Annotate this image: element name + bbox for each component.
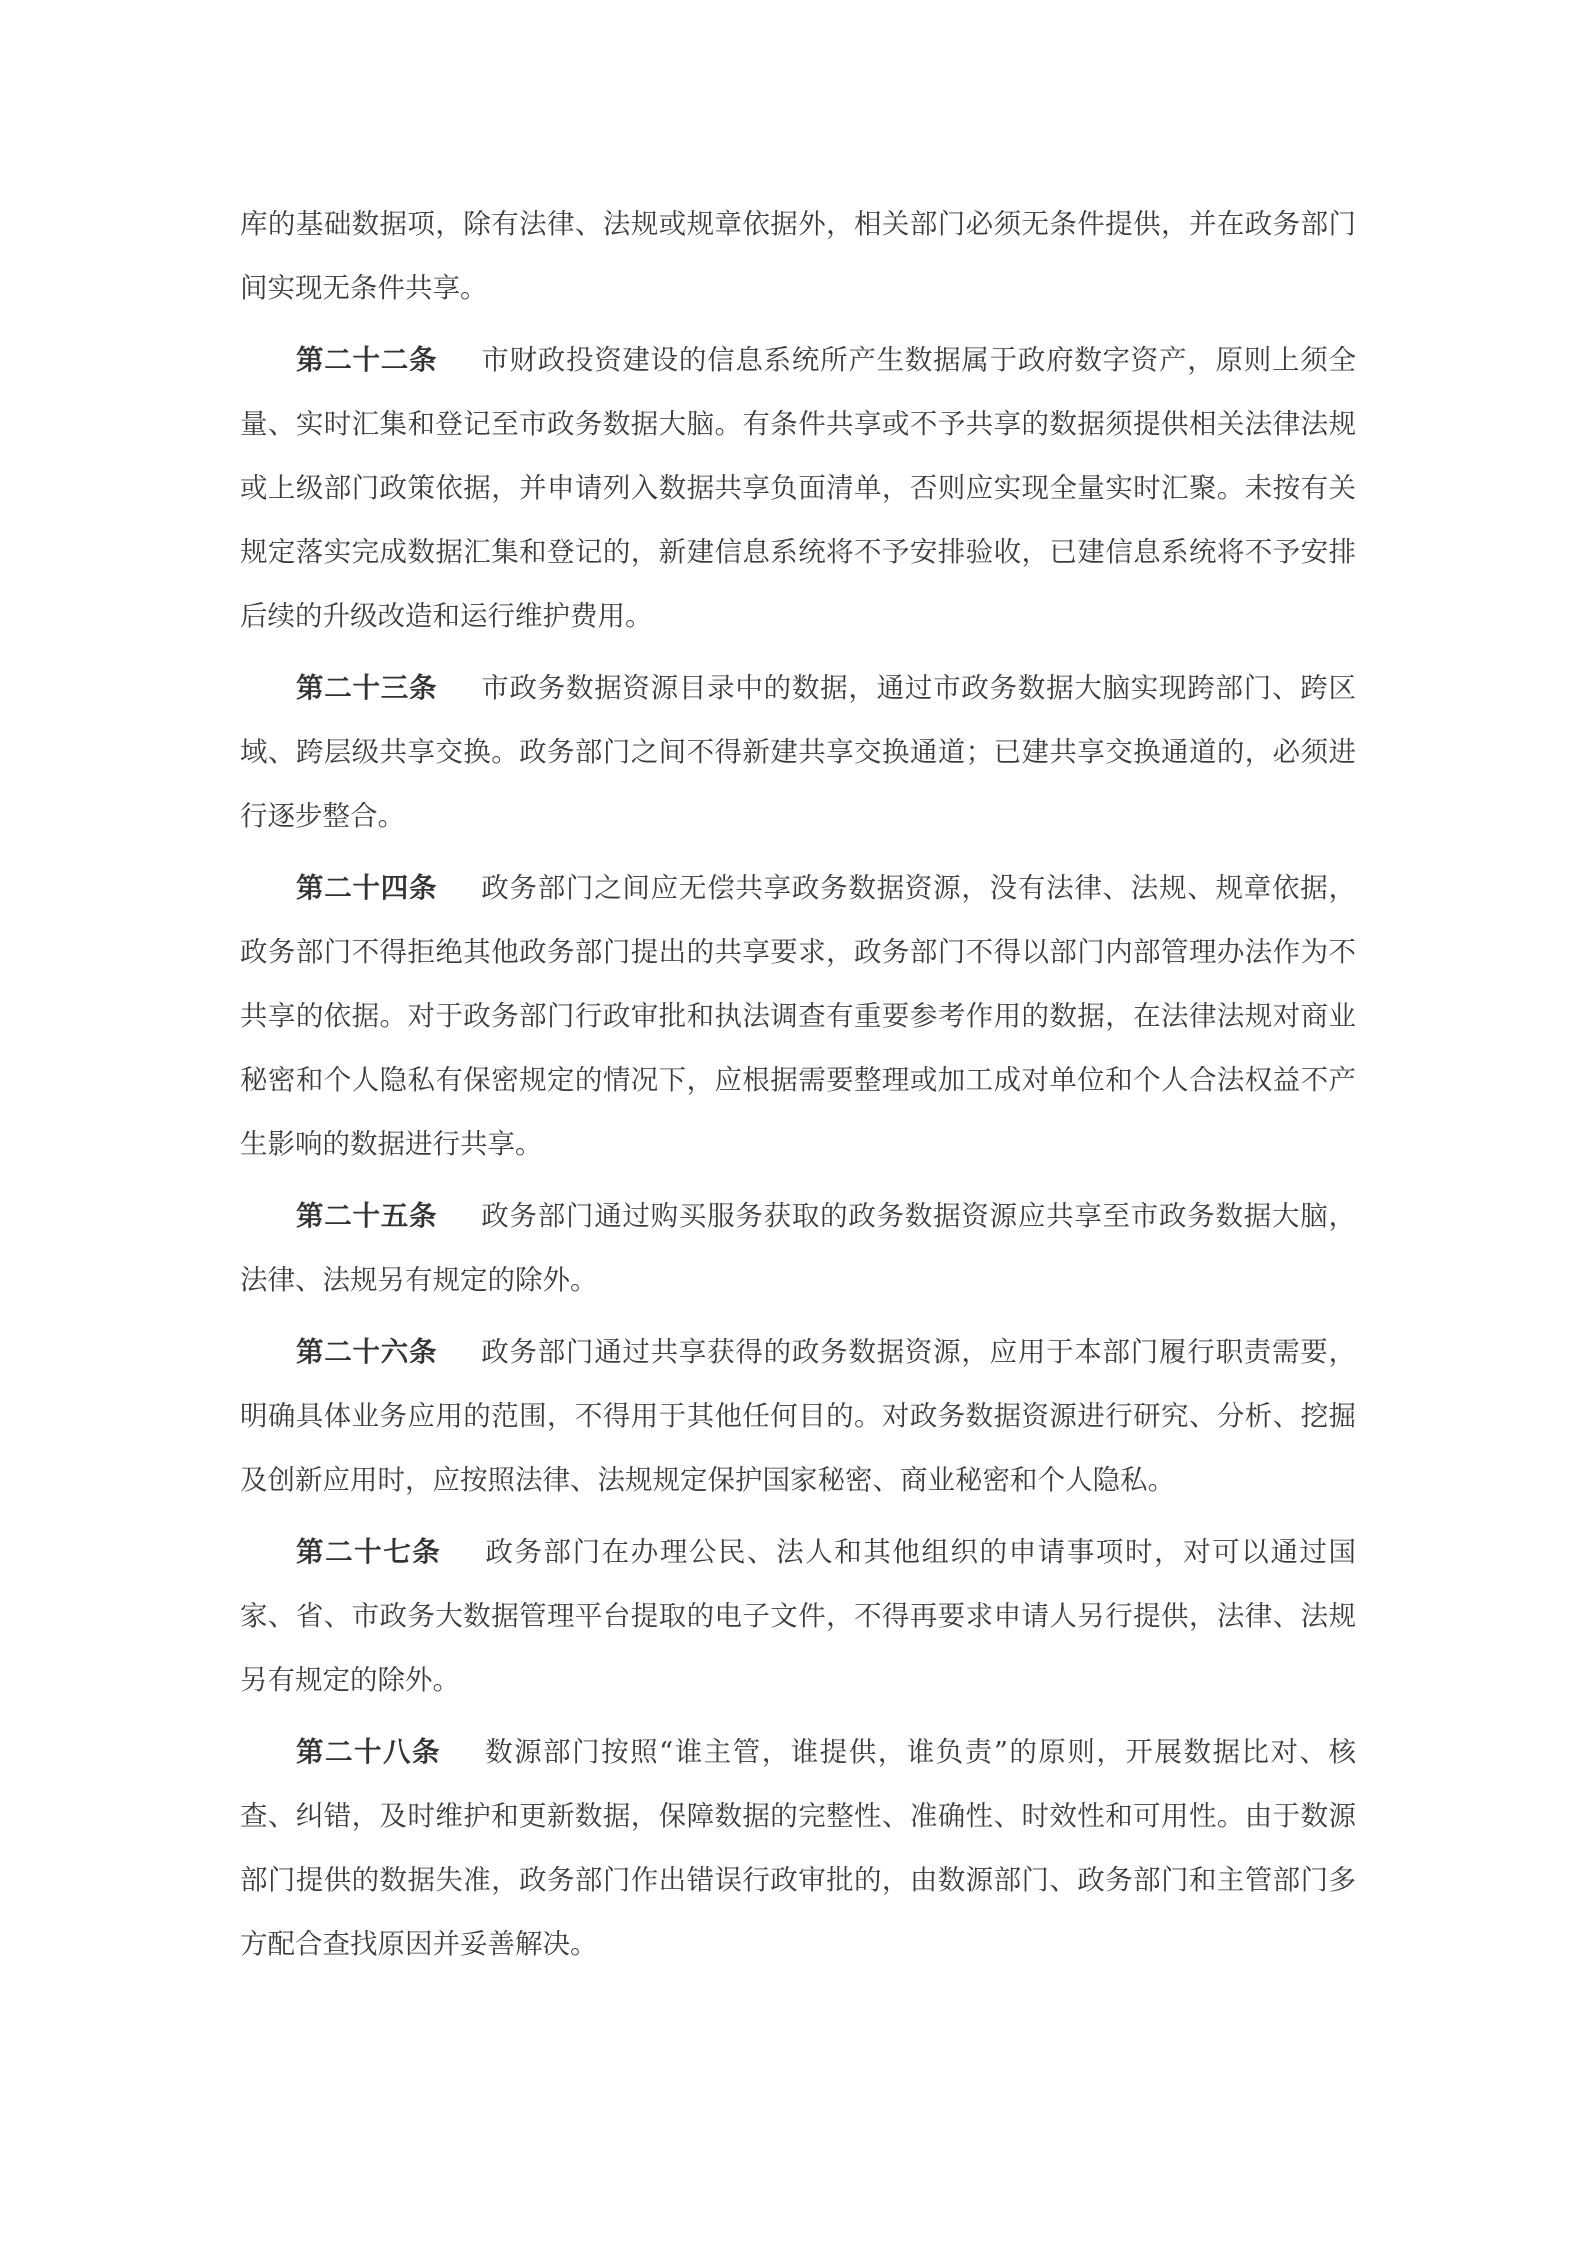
article-text: 政务部门之间应无偿共享政务数据资源，没有法律、法规、规章依据，政务部门不得拒绝其他政务部门提出的共享要求，政务部门不得以部门内部管理办法作为不共享的依据。对于政务部门行政审批和执法调查有重要参考作用的数据，在法律法规对商业秘密和个人隐私有保密规定的情况下，应根据需要整理或加工成对单位和个人合法权益不产生影响的数据进行共享。 — [240, 872, 1357, 1160]
article-number: 第二十八条 — [296, 1736, 442, 1768]
document-page — [240, 192, 1356, 1984]
article-text: 市财政投资建设的信息系统所产生数据属于政府数字资产，原则上须全量、实时汇集和登记至市政务数据大脑。有条件共享或不予共享的数据须提供相关法律法规或上级部门政策依据，并申请列入数据共享负面清单，否则应实现全量实时汇聚。未按有关规定落实完成数据汇集和登记的，新建信息系统将不予安排验收，已建信息系统将不予安排后续的升级改造和运行维护费用。 — [240, 344, 1357, 632]
article-26 — [240, 1320, 1356, 1512]
article-24 — [240, 856, 1356, 1176]
article-25 — [240, 1184, 1356, 1312]
article-number: 第二十三条 — [296, 672, 438, 704]
article-text: 数源部门按照“谁主管，谁提供，谁负责”的原则，开展数据比对、核查、纠错，及时维护和更新数据，保障数据的完整性、准确性、时效性和可用性。由于数源部门提供的数据失准，政务部门作出错误行政审批的，由数源部门、政务部门和主管部门多方配合查找原因并妥善解决。 — [240, 1736, 1356, 1960]
article-number: 第二十七条 — [296, 1536, 442, 1568]
article-28 — [240, 1720, 1356, 1976]
article-text: 政务部门在办理公民、法人和其他组织的申请事项时，对可以通过国家、省、市政务大数据管理平台提取的电子文件，不得再要求申请人另行提供，法律、法规另有规定的除外。 — [240, 1536, 1357, 1696]
paragraph-continuation — [240, 192, 1356, 320]
article-number: 第二十二条 — [296, 344, 438, 376]
article-number: 第二十六条 — [296, 1336, 438, 1368]
article-number: 第二十五条 — [296, 1200, 438, 1232]
article-23 — [240, 656, 1356, 848]
article-text: 政务部门通过共享获得的政务数据资源，应用于本部门履行职责需要，明确具体业务应用的范围，不得用于其他任何目的。对政务数据资源进行研究、分析、挖掘及创新应用时，应按照法律、法规规定保护国家秘密、商业秘密和个人隐私。 — [240, 1336, 1357, 1496]
article-22 — [240, 328, 1356, 648]
article-text: 政务部门通过购买服务获取的政务数据资源应共享至市政务数据大脑，法律、法规另有规定的除外。 — [240, 1200, 1357, 1296]
article-27 — [240, 1520, 1356, 1712]
paragraph-text: 库的基础数据项，除有法律、法规或规章依据外，相关部门必须无条件提供，并在政务部门间实现无条件共享。 — [240, 208, 1356, 304]
article-text: 市政务数据资源目录中的数据，通过市政务数据大脑实现跨部门、跨区域、跨层级共享交换。政务部门之间不得新建共享交换通道；已建共享交换通道的，必须进行逐步整合。 — [240, 672, 1357, 832]
article-number: 第二十四条 — [296, 872, 438, 904]
